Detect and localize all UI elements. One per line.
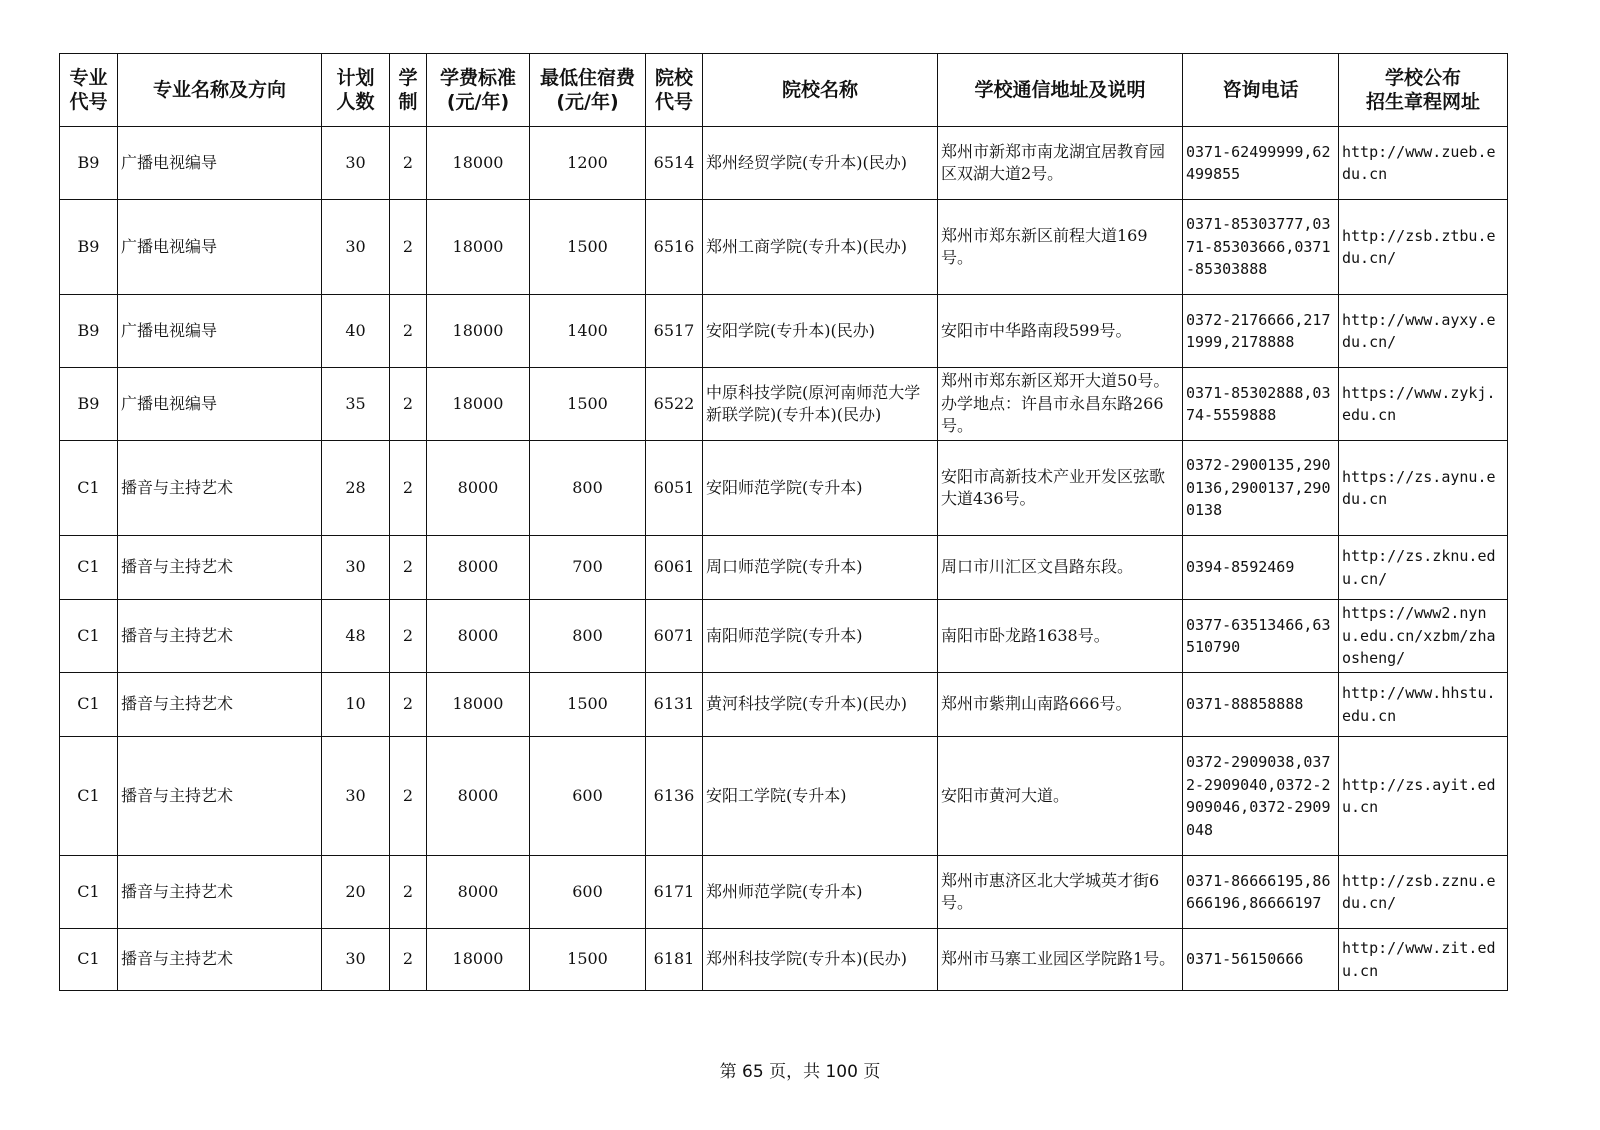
- major-name-cell: 播音与主持艺术: [118, 600, 322, 673]
- website-cell[interactable]: http://zs.zknu.edu.cn/: [1339, 536, 1508, 600]
- major-name-cell: 广播电视编导: [118, 200, 322, 295]
- header-plan-count: 计划 人数: [322, 54, 390, 127]
- header-major-code: 专业 代号: [60, 54, 118, 127]
- lodging-cell: 1500: [530, 200, 646, 295]
- plan-count-cell: 30: [322, 200, 390, 295]
- website-cell[interactable]: http://www.zueb.edu.cn: [1339, 127, 1508, 200]
- plan-count-cell: 10: [322, 673, 390, 737]
- enrollment-table: [59, 53, 1508, 991]
- lodging-cell: 1400: [530, 295, 646, 368]
- plan-count-cell: 40: [322, 295, 390, 368]
- major-name-cell: 播音与主持艺术: [118, 536, 322, 600]
- plan-count-cell: 20: [322, 856, 390, 929]
- phone-cell: 0371-86666195,86666196,86666197: [1183, 856, 1339, 929]
- phone-cell: 0371-62499999,62499855: [1183, 127, 1339, 200]
- lodging-cell: 1500: [530, 673, 646, 737]
- tuition-cell: 8000: [427, 441, 530, 536]
- website-cell[interactable]: http://www.hhstu.edu.cn: [1339, 673, 1508, 737]
- school-code-cell: 6051: [646, 441, 703, 536]
- address-cell: 郑州市紫荆山南路666号。: [938, 673, 1183, 737]
- major-name-cell: 播音与主持艺术: [118, 856, 322, 929]
- school-name-cell: 郑州工商学院(专升本)(民办): [703, 200, 938, 295]
- years-cell: 2: [390, 536, 427, 600]
- website-cell[interactable]: http://zs.ayit.edu.cn: [1339, 737, 1508, 856]
- years-cell: 2: [390, 441, 427, 536]
- school-code-cell: 6061: [646, 536, 703, 600]
- website-cell[interactable]: http://zsb.zznu.edu.cn/: [1339, 856, 1508, 929]
- header-lodging: 最低住宿费 (元/年): [530, 54, 646, 127]
- table-row: [60, 929, 1508, 991]
- header-tuition: 学费标准 (元/年): [427, 54, 530, 127]
- table-row: [60, 295, 1508, 368]
- phone-cell: 0372-2176666,2171999,2178888: [1183, 295, 1339, 368]
- address-cell: 郑州市郑东新区前程大道169号。: [938, 200, 1183, 295]
- phone-cell: 0371-85302888,0374-5559888: [1183, 368, 1339, 441]
- plan-count-cell: 30: [322, 737, 390, 856]
- school-name-cell: 黄河科技学院(专升本)(民办): [703, 673, 938, 737]
- lodging-cell: 700: [530, 536, 646, 600]
- lodging-cell: 1500: [530, 929, 646, 991]
- school-name-cell: 郑州经贸学院(专升本)(民办): [703, 127, 938, 200]
- phone-cell: 0371-85303777,0371-85303666,0371-85303888: [1183, 200, 1339, 295]
- header-school-name: 院校名称: [703, 54, 938, 127]
- school-name-cell: 安阳学院(专升本)(民办): [703, 295, 938, 368]
- website-cell[interactable]: http://zsb.ztbu.edu.cn/: [1339, 200, 1508, 295]
- table-row: [60, 600, 1508, 673]
- address-cell: 郑州市新郑市南龙湖宜居教育园区双湖大道2号。: [938, 127, 1183, 200]
- major-name-cell: 播音与主持艺术: [118, 673, 322, 737]
- table-row: [60, 856, 1508, 929]
- school-code-cell: 6181: [646, 929, 703, 991]
- years-cell: 2: [390, 673, 427, 737]
- major-name-cell: 广播电视编导: [118, 368, 322, 441]
- major-code-cell: B9: [60, 368, 118, 441]
- website-cell[interactable]: http://www.ayxy.edu.cn/: [1339, 295, 1508, 368]
- major-code-cell: C1: [60, 929, 118, 991]
- major-name-cell: 播音与主持艺术: [118, 929, 322, 991]
- major-name-cell: 播音与主持艺术: [118, 737, 322, 856]
- table-row: [60, 441, 1508, 536]
- header-website: 学校公布 招生章程网址: [1339, 54, 1508, 127]
- school-name-cell: 中原科技学院(原河南师范大学新联学院)(专升本)(民办): [703, 368, 938, 441]
- major-code-cell: C1: [60, 536, 118, 600]
- plan-count-cell: 30: [322, 536, 390, 600]
- lodging-cell: 800: [530, 600, 646, 673]
- plan-count-cell: 28: [322, 441, 390, 536]
- major-name-cell: 广播电视编导: [118, 127, 322, 200]
- plan-count-cell: 35: [322, 368, 390, 441]
- address-cell: 郑州市惠济区北大学城英才街6号。: [938, 856, 1183, 929]
- school-code-cell: 6136: [646, 737, 703, 856]
- tuition-cell: 18000: [427, 295, 530, 368]
- school-name-cell: 南阳师范学院(专升本): [703, 600, 938, 673]
- years-cell: 2: [390, 368, 427, 441]
- major-code-cell: B9: [60, 200, 118, 295]
- tuition-cell: 18000: [427, 673, 530, 737]
- major-code-cell: B9: [60, 295, 118, 368]
- school-name-cell: 郑州科技学院(专升本)(民办): [703, 929, 938, 991]
- phone-cell: 0372-2900135,2900136,2900137,2900138: [1183, 441, 1339, 536]
- header-school-code: 院校 代号: [646, 54, 703, 127]
- header-address: 学校通信地址及说明: [938, 54, 1183, 127]
- phone-cell: 0377-63513466,63510790: [1183, 600, 1339, 673]
- school-code-cell: 6514: [646, 127, 703, 200]
- years-cell: 2: [390, 600, 427, 673]
- table-row: [60, 536, 1508, 600]
- address-cell: 安阳市高新技术产业开发区弦歌大道436号。: [938, 441, 1183, 536]
- lodging-cell: 800: [530, 441, 646, 536]
- phone-cell: 0371-88858888: [1183, 673, 1339, 737]
- school-code-cell: 6522: [646, 368, 703, 441]
- major-code-cell: C1: [60, 441, 118, 536]
- tuition-cell: 18000: [427, 127, 530, 200]
- major-code-cell: B9: [60, 127, 118, 200]
- phone-cell: 0372-2909038,0372-2909040,0372-2909046,0372-2909048: [1183, 737, 1339, 856]
- website-cell[interactable]: https://www.zykj.edu.cn: [1339, 368, 1508, 441]
- table-row: [60, 368, 1508, 441]
- school-code-cell: 6516: [646, 200, 703, 295]
- tuition-cell: 18000: [427, 929, 530, 991]
- school-code-cell: 6131: [646, 673, 703, 737]
- table-row: [60, 200, 1508, 295]
- school-code-cell: 6171: [646, 856, 703, 929]
- table-row: [60, 673, 1508, 737]
- years-cell: 2: [390, 295, 427, 368]
- address-cell: 郑州市郑东新区郑开大道50号。办学地点：许昌市永昌东路266号。: [938, 368, 1183, 441]
- plan-count-cell: 30: [322, 929, 390, 991]
- address-cell: 安阳市中华路南段599号。: [938, 295, 1183, 368]
- header-major-name: 专业名称及方向: [118, 54, 322, 127]
- address-cell: 周口市川汇区文昌路东段。: [938, 536, 1183, 600]
- header-phone: 咨询电话: [1183, 54, 1339, 127]
- website-cell[interactable]: https://www2.nynu.edu.cn/xzbm/zhaosheng/: [1339, 600, 1508, 673]
- school-name-cell: 周口师范学院(专升本): [703, 536, 938, 600]
- address-cell: 南阳市卧龙路1638号。: [938, 600, 1183, 673]
- table-row: [60, 737, 1508, 856]
- lodging-cell: 1200: [530, 127, 646, 200]
- years-cell: 2: [390, 856, 427, 929]
- lodging-cell: 600: [530, 737, 646, 856]
- lodging-cell: 1500: [530, 368, 646, 441]
- plan-count-cell: 30: [322, 127, 390, 200]
- major-code-cell: C1: [60, 600, 118, 673]
- school-name-cell: 郑州师范学院(专升本): [703, 856, 938, 929]
- tuition-cell: 18000: [427, 200, 530, 295]
- major-code-cell: C1: [60, 856, 118, 929]
- tuition-cell: 8000: [427, 737, 530, 856]
- years-cell: 2: [390, 929, 427, 991]
- address-cell: 安阳市黄河大道。: [938, 737, 1183, 856]
- website-cell[interactable]: http://www.zit.edu.cn: [1339, 929, 1508, 991]
- years-cell: 2: [390, 737, 427, 856]
- school-name-cell: 安阳工学院(专升本): [703, 737, 938, 856]
- page-number-footer: 第 65 页，共 100 页: [719, 1062, 881, 1082]
- major-code-cell: C1: [60, 673, 118, 737]
- lodging-cell: 600: [530, 856, 646, 929]
- enrollment-table-container: [59, 53, 1507, 991]
- years-cell: 2: [390, 127, 427, 200]
- major-name-cell: 播音与主持艺术: [118, 441, 322, 536]
- tuition-cell: 8000: [427, 536, 530, 600]
- tuition-cell: 18000: [427, 368, 530, 441]
- tuition-cell: 8000: [427, 856, 530, 929]
- website-cell[interactable]: https://zs.aynu.edu.cn: [1339, 441, 1508, 536]
- phone-cell: 0394-8592469: [1183, 536, 1339, 600]
- school-code-cell: 6517: [646, 295, 703, 368]
- phone-cell: 0371-56150666: [1183, 929, 1339, 991]
- years-cell: 2: [390, 200, 427, 295]
- major-code-cell: C1: [60, 737, 118, 856]
- school-name-cell: 安阳师范学院(专升本): [703, 441, 938, 536]
- major-name-cell: 广播电视编导: [118, 295, 322, 368]
- table-row: [60, 127, 1508, 200]
- tuition-cell: 8000: [427, 600, 530, 673]
- school-code-cell: 6071: [646, 600, 703, 673]
- table-header-row: [60, 54, 1508, 127]
- address-cell: 郑州市马寨工业园区学院路1号。: [938, 929, 1183, 991]
- header-years: 学 制: [390, 54, 427, 127]
- plan-count-cell: 48: [322, 600, 390, 673]
